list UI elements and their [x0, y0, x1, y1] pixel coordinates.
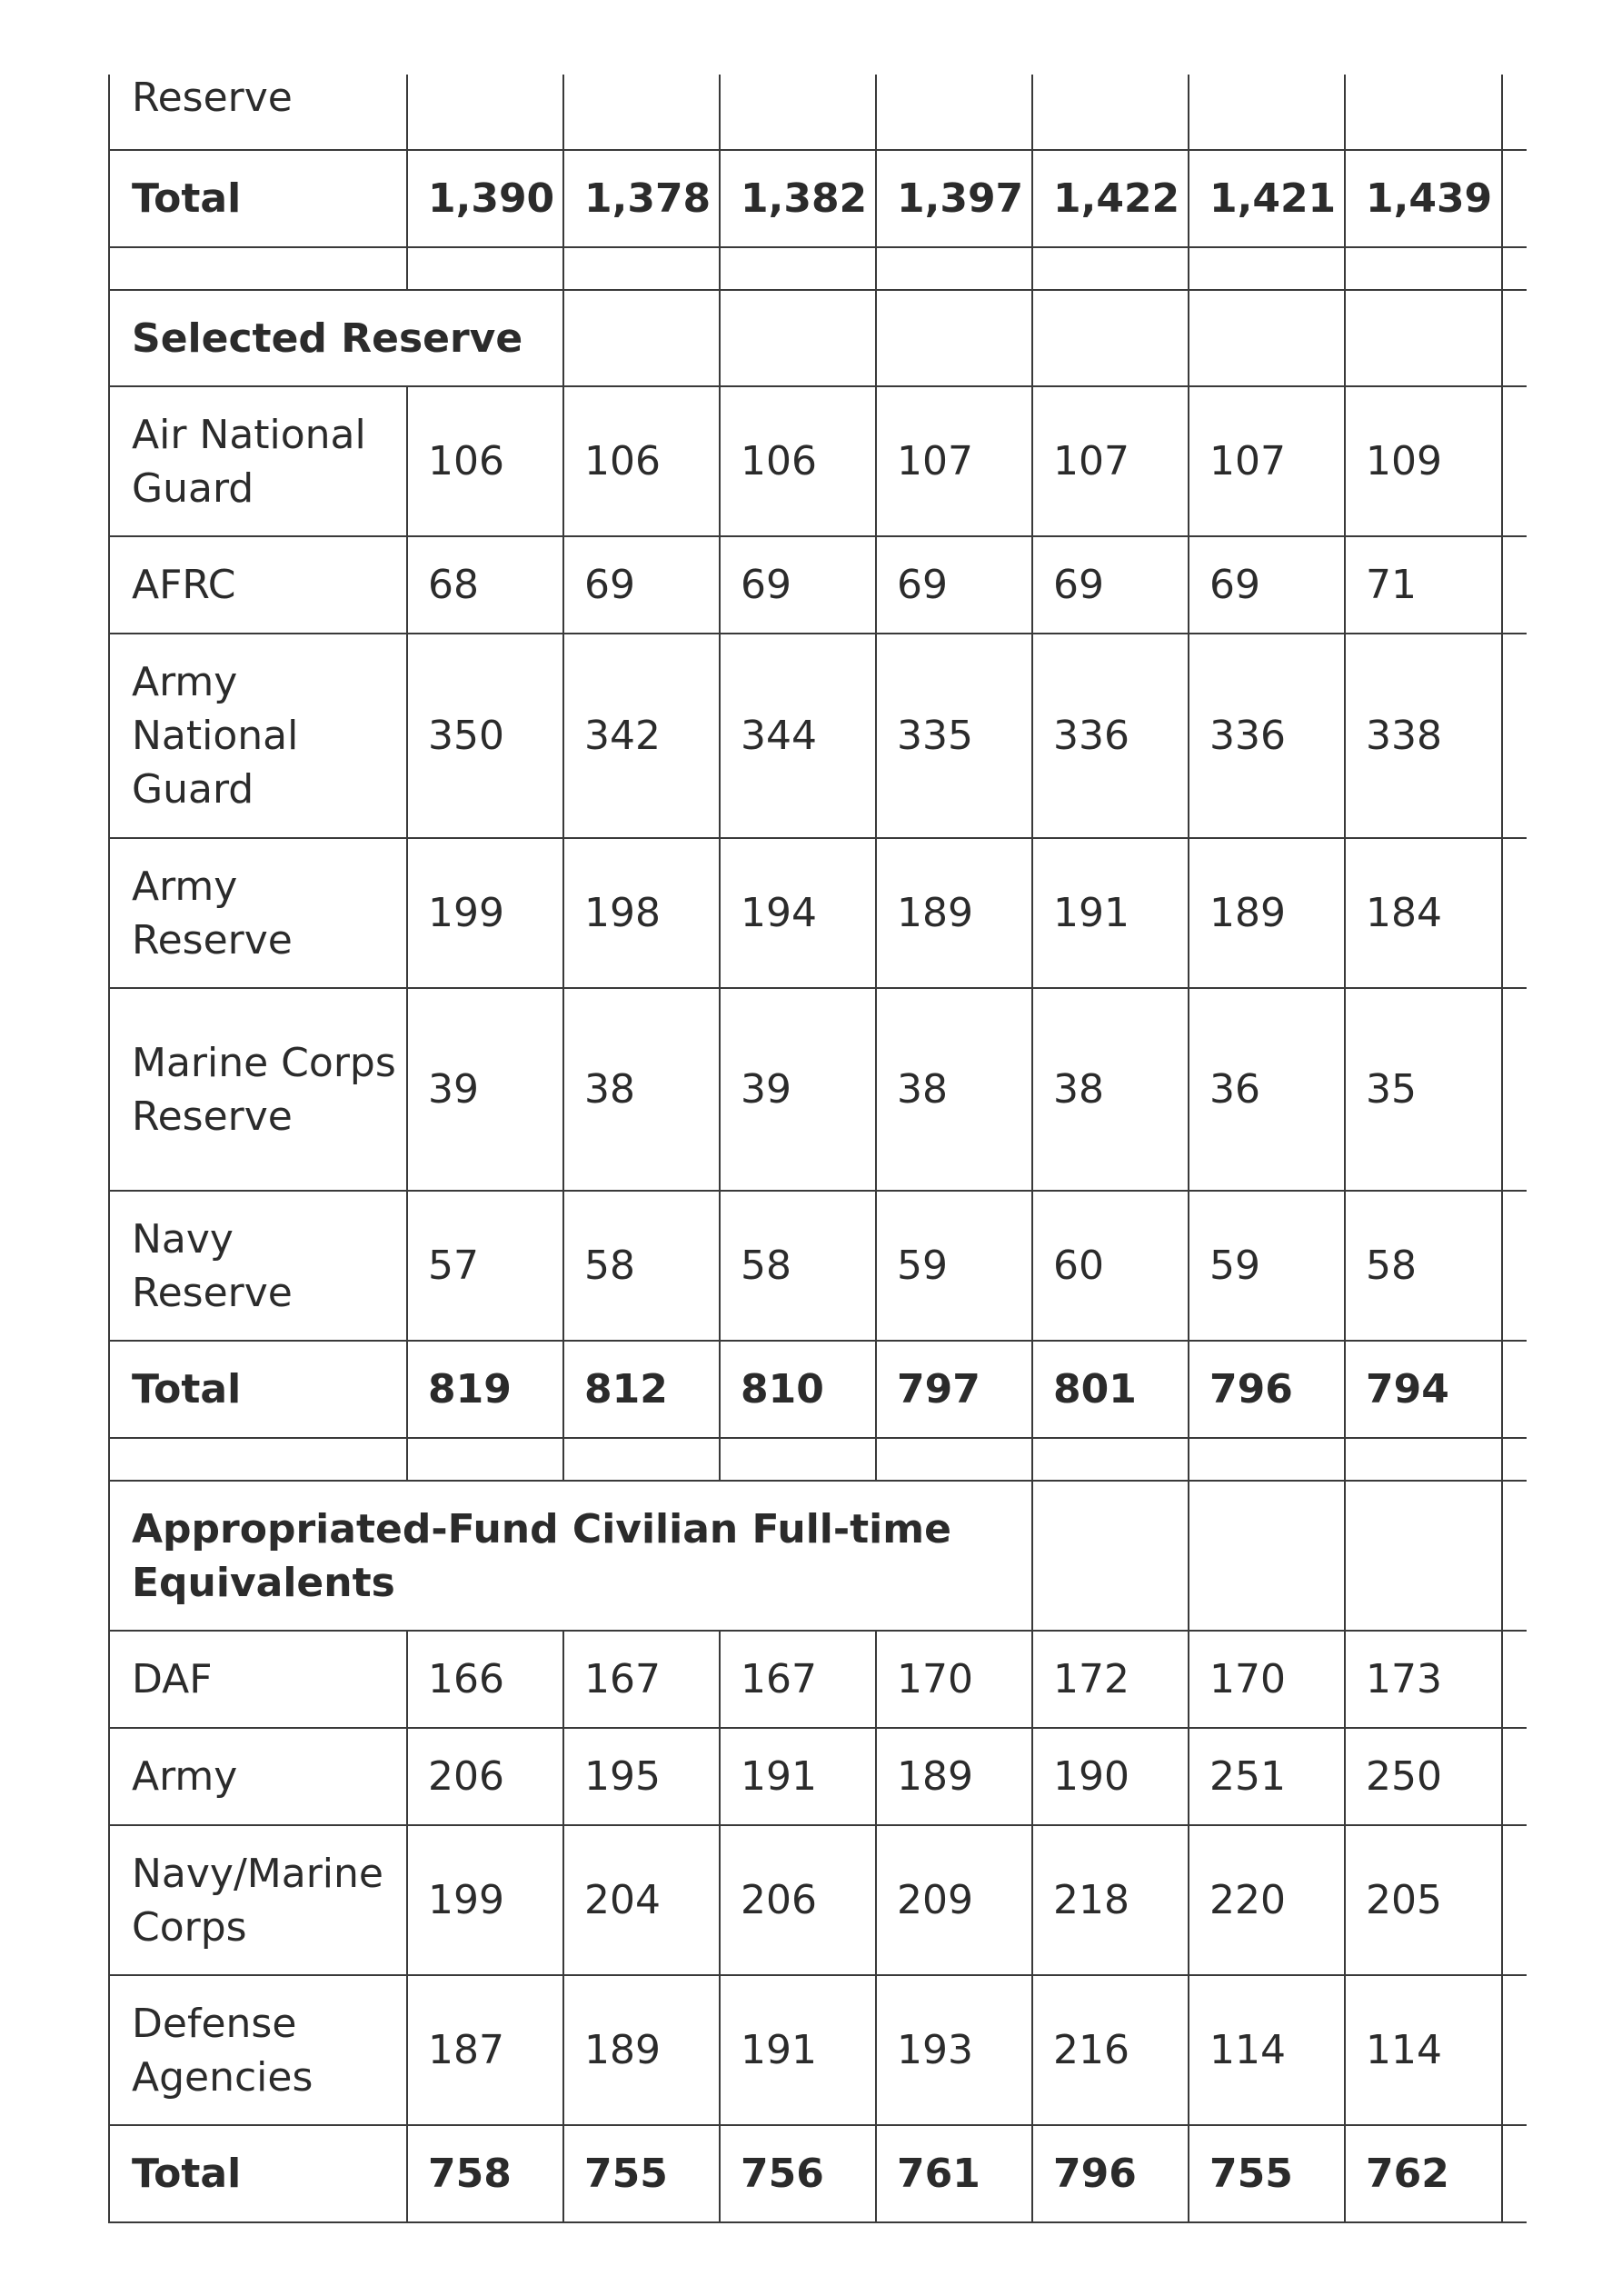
table-cell: 199 [407, 838, 563, 988]
table-cell [407, 75, 563, 150]
table-cell: 71 [1345, 536, 1502, 634]
table-cell: 198 [563, 838, 720, 988]
table-cell: 755 [1189, 2125, 1345, 2222]
section-heading-row [109, 290, 1527, 386]
table-cell: 107 [1032, 386, 1189, 536]
table-cell [876, 75, 1032, 150]
table-cell: 35 [1345, 988, 1502, 1191]
table-cell: 190 [1032, 1728, 1189, 1825]
row-label: Navy/Marine Corps [109, 1825, 407, 1975]
row-label: Total [109, 150, 407, 247]
table-cell: 187 [407, 1975, 563, 2125]
table-cell: 59 [1189, 1191, 1345, 1341]
table-cell: 204 [563, 1825, 720, 1975]
table-cell: 107 [876, 386, 1032, 536]
table-cell: 338 [1345, 634, 1502, 838]
table-cell: 199 [407, 1825, 563, 1975]
table-cell: 251 [1189, 1728, 1345, 1825]
table-cell: 59 [876, 1191, 1032, 1341]
table-cell: 69 [1189, 536, 1345, 634]
table-cell: 38 [563, 988, 720, 1191]
table-cell: 216 [1032, 1975, 1189, 2125]
table-cell: 335 [876, 634, 1032, 838]
table-cell: 189 [563, 1975, 720, 2125]
total-row [109, 2125, 1527, 2222]
table-cell: 758 [407, 2125, 563, 2222]
row-label: DAF [109, 1631, 407, 1728]
table-cell: 342 [563, 634, 720, 838]
table-cell: 106 [407, 386, 563, 536]
row-label: Defense Agencies [109, 1975, 407, 2125]
table-cell [563, 75, 720, 150]
table-cell: 1,382 [720, 150, 876, 247]
row-label: Navy Reserve [109, 1191, 407, 1341]
table-cell: 184 [1345, 838, 1502, 988]
table-cell: 195 [563, 1728, 720, 1825]
table-row [109, 1728, 1527, 1825]
table-cell: 220 [1189, 1825, 1345, 1975]
table-cell: 69 [1032, 536, 1189, 634]
table-cell: 106 [720, 386, 876, 536]
row-label: Army National Guard [109, 634, 407, 838]
table-cell: 69 [876, 536, 1032, 634]
section-heading-row [109, 1481, 1527, 1631]
table-cell: 170 [876, 1631, 1032, 1728]
table-cell: 194 [720, 838, 876, 988]
table-cell: 1,378 [563, 150, 720, 247]
table-cell: 344 [720, 634, 876, 838]
table-cell: 1,421 [1189, 150, 1345, 247]
row-label: Army Reserve [109, 838, 407, 988]
table-cell: 57 [407, 1191, 563, 1341]
table-cell: 193 [876, 1975, 1032, 2125]
table-cell: 107 [1189, 386, 1345, 536]
row-label: Marine Corps Reserve [109, 988, 407, 1191]
section-heading: Selected Reserve [109, 290, 563, 386]
table-row [109, 1975, 1527, 2125]
table-row [109, 988, 1527, 1191]
table-cell: 796 [1189, 1341, 1345, 1438]
table-cell: 189 [876, 1728, 1032, 1825]
table-cell: 756 [720, 2125, 876, 2222]
table-cell: 336 [1032, 634, 1189, 838]
row-label: AFRC [109, 536, 407, 634]
table-cell: 173 [1345, 1631, 1502, 1728]
row-label: Army [109, 1728, 407, 1825]
table-cell: 762 [1345, 2125, 1502, 2222]
table-cell: 38 [1032, 988, 1189, 1191]
table-cell: 58 [1345, 1191, 1502, 1341]
table-cell: 60 [1032, 1191, 1189, 1341]
table-cell: 761 [876, 2125, 1032, 2222]
table-cell [1032, 75, 1189, 150]
row-label: Reserve [109, 75, 407, 150]
table-cell: 58 [720, 1191, 876, 1341]
table-cell: 205 [1345, 1825, 1502, 1975]
table-cell [1189, 75, 1345, 150]
table-cell [720, 75, 876, 150]
table-cell: 797 [876, 1341, 1032, 1438]
table-cell: 218 [1032, 1825, 1189, 1975]
table-cell: 167 [563, 1631, 720, 1728]
table-cell: 796 [1032, 2125, 1189, 2222]
table-cell: 191 [720, 1728, 876, 1825]
table-cell: 39 [407, 988, 563, 1191]
table-cell: 166 [407, 1631, 563, 1728]
table-cell: 69 [563, 536, 720, 634]
total-row [109, 150, 1527, 247]
table-cell: 68 [407, 536, 563, 634]
table-cell: 58 [563, 1191, 720, 1341]
table-cell: 1,422 [1032, 150, 1189, 247]
spacer-row [109, 1438, 1527, 1481]
table-row [109, 1825, 1527, 1975]
table-cell: 336 [1189, 634, 1345, 838]
section-heading: Appropriated-Fund Civilian Full-time Equivalents [109, 1481, 1032, 1631]
table-cell: 114 [1345, 1975, 1502, 2125]
row-label: Air National Guard [109, 386, 407, 536]
spacer-row [109, 247, 1527, 290]
table-cell: 172 [1032, 1631, 1189, 1728]
table-cell: 38 [876, 988, 1032, 1191]
table-cell: 1,390 [407, 150, 563, 247]
table-cell: 189 [876, 838, 1032, 988]
table-cell: 206 [407, 1728, 563, 1825]
table-cell: 36 [1189, 988, 1345, 1191]
table-cell: 191 [1032, 838, 1189, 988]
table-row [109, 634, 1527, 838]
table-cell: 1,439 [1345, 150, 1502, 247]
table-cell: 109 [1345, 386, 1502, 536]
table-cell: 812 [563, 1341, 720, 1438]
table-cell [1345, 75, 1502, 150]
table-cell: 191 [720, 1975, 876, 2125]
table-cell: 39 [720, 988, 876, 1191]
table-cell: 209 [876, 1825, 1032, 1975]
table-cell: 819 [407, 1341, 563, 1438]
table-row [109, 838, 1527, 988]
table-cell: 794 [1345, 1341, 1502, 1438]
personnel-table [108, 75, 1527, 2223]
table-row [109, 1631, 1527, 1728]
table-cell: 189 [1189, 838, 1345, 988]
total-row [109, 1341, 1527, 1438]
table-cell: 114 [1189, 1975, 1345, 2125]
table-cell: 810 [720, 1341, 876, 1438]
table-cell: 167 [720, 1631, 876, 1728]
row-label: Total [109, 2125, 407, 2222]
table-cell: 801 [1032, 1341, 1189, 1438]
table-cell: 350 [407, 634, 563, 838]
table-cell: 170 [1189, 1631, 1345, 1728]
fragment-row [109, 75, 1527, 150]
table-cell: 755 [563, 2125, 720, 2222]
table-cell: 106 [563, 386, 720, 536]
table-row [109, 1191, 1527, 1341]
row-label: Total [109, 1341, 407, 1438]
table-cell: 250 [1345, 1728, 1502, 1825]
table-row [109, 536, 1527, 634]
table-cell: 69 [720, 536, 876, 634]
table-cell: 1,397 [876, 150, 1032, 247]
table-cell: 206 [720, 1825, 876, 1975]
table-row [109, 386, 1527, 536]
